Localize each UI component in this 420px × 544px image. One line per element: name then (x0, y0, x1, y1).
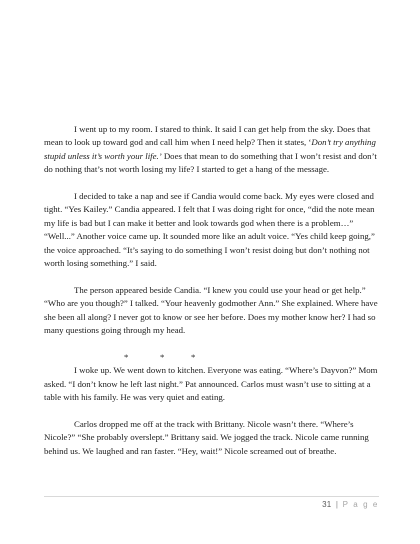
paragraph-3: The person appeared beside Candia. “I knew you could use your head or get help.” “Who are you though?” I talked. “Your heavenly godmother Ann.” She explained. Where have she been all along? I never got to know or see her before. Does my mother know her? I had so many questions going through my head. (44, 284, 378, 336)
body-text (44, 123, 379, 458)
paragraph-1-italic-quote: Don’t try anything stupid unless it’s worth your life.’ (44, 137, 376, 161)
scene-break-asterisk: * (160, 351, 165, 362)
paragraph-gap (44, 337, 379, 350)
page-label: P a g e (342, 500, 379, 509)
paragraph-2: I decided to take a nap and see if Candia would come back. My eyes were closed and tight. “Yes Kailey.” Candia appeared. I felt that I was doing right for once, “did the note mean my life is bad but I can make it better and look towards god when there is a problem…” “Well...” Another voice came up. It sounded more like an adult voice. “Yes child keep going,” the voice approached. “It’s saying to do something I won’t resist doing but don’t nothing not worth losing something.” I said. (44, 191, 375, 269)
paragraph-5: Carlos dropped me off at the track with Brittany. Nicole wasn’t there. “Where’s Nicole?” “She probably overslept.” Brittany said. We jogged the track. Nicole came running behind us. We laughed and ran faster. “Hey, wait!” Nicole screamed out of breathe. (44, 418, 369, 456)
paragraph-1-text-a: I went up to my room. I stared to think. It said I can get help from the sky. Does that mean to look up toward god and call him when I need help? Then it states, ‘ (44, 124, 371, 148)
paragraph-4: I woke up. We went down to kitchen. Everyone was eating. “Where’s Dayvon?” Mom asked. “I don’t know he left last night.” Pat announced. Carlos must wasn’t use to sitting at a table with his family. He was very quiet and eating. (44, 365, 378, 403)
paragraph-gap (44, 404, 379, 417)
page-footer (322, 500, 379, 509)
footer-separator: | (335, 500, 339, 509)
footer-divider (44, 496, 379, 497)
scene-break-asterisk: * (191, 351, 196, 362)
scene-break-asterisk: * (124, 351, 129, 362)
paragraph-1 (44, 123, 379, 177)
page-number: 31 (322, 500, 332, 509)
paragraph-1-text-b: Does that mean to do something that I won’t resist and don’t do nothing that’s not worth losing my life? I started to get a hang of the message. (44, 150, 377, 175)
paragraph-gap (44, 177, 379, 190)
scene-break (44, 351, 379, 364)
paragraph-gap (44, 270, 379, 283)
